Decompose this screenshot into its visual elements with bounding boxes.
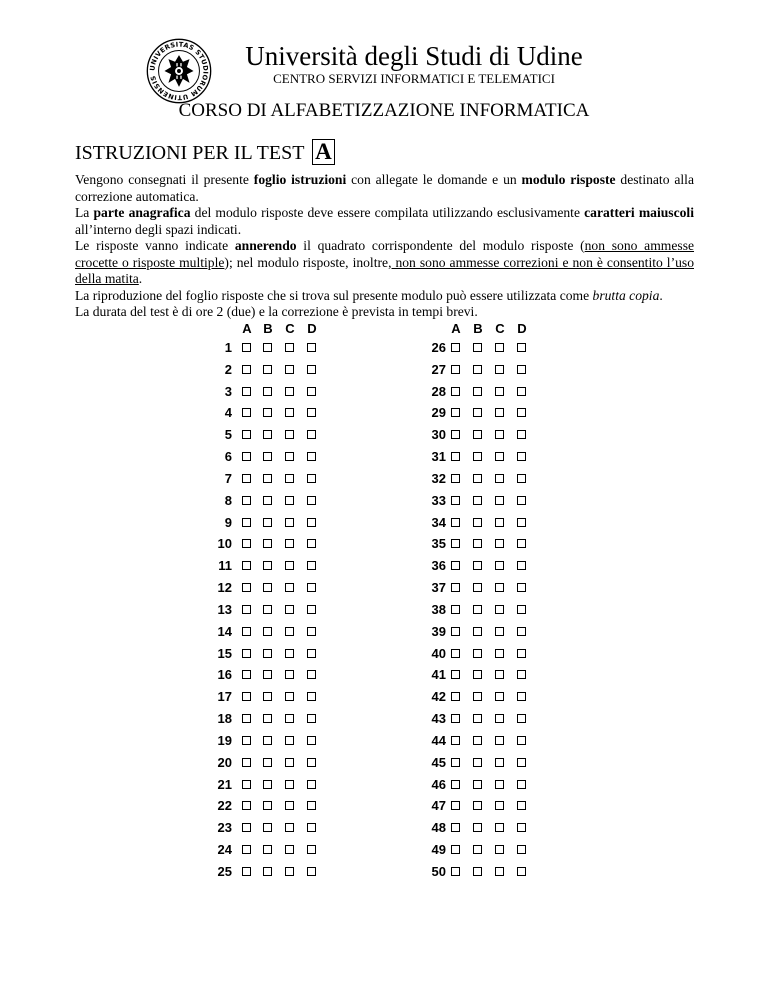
answer-checkbox-45-a[interactable]: [451, 758, 460, 767]
answer-checkbox-16-d[interactable]: [307, 670, 316, 679]
answer-checkbox-20-c[interactable]: [285, 758, 294, 767]
answer-checkbox-8-d[interactable]: [307, 496, 316, 505]
answer-checkbox-11-c[interactable]: [285, 561, 294, 570]
answer-checkbox-13-b[interactable]: [263, 605, 272, 614]
answer-checkbox-33-a[interactable]: [451, 496, 460, 505]
answer-checkbox-23-b[interactable]: [263, 823, 272, 832]
question-number: 13: [217, 601, 232, 617]
question-number: 38: [431, 601, 446, 617]
question-number: 40: [431, 645, 446, 661]
answer-checkbox-48-b[interactable]: [473, 823, 482, 832]
answer-checkbox-2-c[interactable]: [285, 365, 294, 374]
answer-checkbox-28-c[interactable]: [495, 387, 504, 396]
answer-checkbox-1-c[interactable]: [285, 343, 294, 352]
answer-checkbox-28-d[interactable]: [517, 387, 526, 396]
answer-checkbox-1-b[interactable]: [263, 343, 272, 352]
question-number: 32: [431, 470, 446, 486]
question-number: 17: [217, 689, 232, 705]
answer-checkbox-34-d[interactable]: [517, 518, 526, 527]
answer-checkbox-6-b[interactable]: [263, 452, 272, 461]
answer-checkbox-45-c[interactable]: [495, 758, 504, 767]
answer-checkbox-32-c[interactable]: [495, 474, 504, 483]
answer-checkbox-21-a[interactable]: [242, 780, 251, 789]
answer-checkbox-21-b[interactable]: [263, 780, 272, 789]
answer-checkbox-7-a[interactable]: [242, 474, 251, 483]
answer-checkbox-41-b[interactable]: [473, 670, 482, 679]
answer-checkbox-24-d[interactable]: [307, 845, 316, 854]
question-number: 39: [431, 623, 446, 639]
answer-checkbox-13-c[interactable]: [285, 605, 294, 614]
answer-checkbox-14-a[interactable]: [242, 627, 251, 636]
answer-checkbox-15-b[interactable]: [263, 649, 272, 658]
answer-checkbox-29-a[interactable]: [451, 408, 460, 417]
answer-checkbox-12-c[interactable]: [285, 583, 294, 592]
answer-checkbox-27-c[interactable]: [495, 365, 504, 374]
answer-checkbox-4-b[interactable]: [263, 408, 272, 417]
answer-checkbox-47-b[interactable]: [473, 801, 482, 810]
answer-checkbox-22-d[interactable]: [307, 801, 316, 810]
answer-checkbox-18-a[interactable]: [242, 714, 251, 723]
answer-checkbox-15-d[interactable]: [307, 649, 316, 658]
answer-checkbox-42-a[interactable]: [451, 692, 460, 701]
answer-checkbox-27-d[interactable]: [517, 365, 526, 374]
answer-checkbox-22-b[interactable]: [263, 801, 272, 810]
question-number: 27: [431, 361, 446, 377]
answer-checkbox-7-d[interactable]: [307, 474, 316, 483]
answer-checkbox-35-a[interactable]: [451, 539, 460, 548]
answer-checkbox-47-a[interactable]: [451, 801, 460, 810]
answer-checkbox-25-a[interactable]: [242, 867, 251, 876]
question-number: 50: [431, 863, 446, 879]
question-number: 28: [431, 383, 446, 399]
answer-checkbox-25-b[interactable]: [263, 867, 272, 876]
answer-checkbox-18-d[interactable]: [307, 714, 316, 723]
answer-checkbox-32-d[interactable]: [517, 474, 526, 483]
answer-checkbox-47-d[interactable]: [517, 801, 526, 810]
question-number: 3: [224, 383, 232, 399]
answer-checkbox-46-d[interactable]: [517, 780, 526, 789]
answer-checkbox-18-b[interactable]: [263, 714, 272, 723]
answer-checkbox-28-b[interactable]: [473, 387, 482, 396]
answer-checkbox-20-d[interactable]: [307, 758, 316, 767]
answer-checkbox-50-b[interactable]: [473, 867, 482, 876]
answer-checkbox-31-d[interactable]: [517, 452, 526, 461]
answer-checkbox-43-d[interactable]: [517, 714, 526, 723]
answer-checkbox-50-a[interactable]: [451, 867, 460, 876]
answer-checkbox-25-d[interactable]: [307, 867, 316, 876]
answer-checkbox-37-a[interactable]: [451, 583, 460, 592]
column-header-left-a: A: [242, 321, 252, 336]
answer-checkbox-15-a[interactable]: [242, 649, 251, 658]
question-number: 46: [431, 776, 446, 792]
question-number: 37: [431, 580, 446, 596]
answer-checkbox-39-d[interactable]: [517, 627, 526, 636]
answer-checkbox-35-c[interactable]: [495, 539, 504, 548]
answer-checkbox-16-b[interactable]: [263, 670, 272, 679]
answer-checkbox-43-c[interactable]: [495, 714, 504, 723]
question-number: 30: [431, 427, 446, 443]
answer-checkbox-26-d[interactable]: [517, 343, 526, 352]
question-number: 44: [431, 732, 446, 748]
answer-checkbox-2-d[interactable]: [307, 365, 316, 374]
answer-checkbox-34-a[interactable]: [451, 518, 460, 527]
answer-checkbox-33-d[interactable]: [517, 496, 526, 505]
question-number: 35: [431, 536, 446, 552]
question-number: 45: [431, 754, 446, 770]
answer-checkbox-29-d[interactable]: [517, 408, 526, 417]
answer-checkbox-9-c[interactable]: [285, 518, 294, 527]
test-version-letter: A: [312, 139, 335, 165]
answer-checkbox-13-d[interactable]: [307, 605, 316, 614]
question-number: 19: [217, 732, 232, 748]
answer-checkbox-17-a[interactable]: [242, 692, 251, 701]
answer-checkbox-44-c[interactable]: [495, 736, 504, 745]
answer-checkbox-24-a[interactable]: [242, 845, 251, 854]
answer-checkbox-41-c[interactable]: [495, 670, 504, 679]
answer-checkbox-10-b[interactable]: [263, 539, 272, 548]
question-number: 47: [431, 798, 446, 814]
question-number: 43: [431, 711, 446, 727]
question-number: 16: [217, 667, 232, 683]
answer-checkbox-50-d[interactable]: [517, 867, 526, 876]
answer-checkbox-36-a[interactable]: [451, 561, 460, 570]
answer-checkbox-35-b[interactable]: [473, 539, 482, 548]
answer-checkbox-38-b[interactable]: [473, 605, 482, 614]
answer-checkbox-49-c[interactable]: [495, 845, 504, 854]
question-number: 36: [431, 558, 446, 574]
answer-checkbox-38-d[interactable]: [517, 605, 526, 614]
answer-checkbox-2-b[interactable]: [263, 365, 272, 374]
answer-checkbox-16-c[interactable]: [285, 670, 294, 679]
instruction-paragraph-2: La parte anagrafica del modulo risposte deve essere compilata utilizzando esclusivamente caratteri maiuscoli all’interno degli spazi indicati.: [75, 205, 694, 237]
answer-checkbox-6-d[interactable]: [307, 452, 316, 461]
answer-checkbox-18-c[interactable]: [285, 714, 294, 723]
answer-checkbox-16-a[interactable]: [242, 670, 251, 679]
answer-checkbox-48-d[interactable]: [517, 823, 526, 832]
answer-checkbox-44-b[interactable]: [473, 736, 482, 745]
answer-checkbox-5-a[interactable]: [242, 430, 251, 439]
answer-checkbox-37-c[interactable]: [495, 583, 504, 592]
answer-checkbox-26-b[interactable]: [473, 343, 482, 352]
question-number: 34: [431, 514, 446, 530]
answer-checkbox-26-c[interactable]: [495, 343, 504, 352]
question-number: 15: [217, 645, 232, 661]
answer-checkbox-11-a[interactable]: [242, 561, 251, 570]
answer-checkbox-9-a[interactable]: [242, 518, 251, 527]
answer-checkbox-31-a[interactable]: [451, 452, 460, 461]
answer-checkbox-17-c[interactable]: [285, 692, 294, 701]
answer-checkbox-35-d[interactable]: [517, 539, 526, 548]
answer-checkbox-1-a[interactable]: [242, 343, 251, 352]
answer-checkbox-7-b[interactable]: [263, 474, 272, 483]
answer-checkbox-31-c[interactable]: [495, 452, 504, 461]
answer-checkbox-11-d[interactable]: [307, 561, 316, 570]
answer-checkbox-19-c[interactable]: [285, 736, 294, 745]
column-header-left-c: C: [285, 321, 295, 336]
answer-checkbox-37-b[interactable]: [473, 583, 482, 592]
answer-checkbox-30-b[interactable]: [473, 430, 482, 439]
answer-checkbox-29-b[interactable]: [473, 408, 482, 417]
answer-checkbox-30-c[interactable]: [495, 430, 504, 439]
answer-checkbox-40-c[interactable]: [495, 649, 504, 658]
department-name: CENTRO SERVIZI INFORMATICI E TELEMATICI: [273, 71, 555, 86]
answer-checkbox-44-d[interactable]: [517, 736, 526, 745]
question-number: 41: [431, 667, 446, 683]
answer-checkbox-38-a[interactable]: [451, 605, 460, 614]
answer-checkbox-30-a[interactable]: [451, 430, 460, 439]
question-number: 18: [217, 711, 232, 727]
answer-checkbox-38-c[interactable]: [495, 605, 504, 614]
answer-checkbox-40-b[interactable]: [473, 649, 482, 658]
answer-checkbox-20-a[interactable]: [242, 758, 251, 767]
question-number: 42: [431, 689, 446, 705]
answer-checkbox-42-c[interactable]: [495, 692, 504, 701]
answer-checkbox-20-b[interactable]: [263, 758, 272, 767]
answer-checkbox-3-b[interactable]: [263, 387, 272, 396]
answer-checkbox-12-b[interactable]: [263, 583, 272, 592]
answer-checkbox-14-b[interactable]: [263, 627, 272, 636]
answer-checkbox-24-c[interactable]: [285, 845, 294, 854]
column-header-right-a: A: [451, 321, 461, 336]
question-number: 31: [431, 449, 446, 465]
answer-checkbox-5-c[interactable]: [285, 430, 294, 439]
answer-checkbox-42-d[interactable]: [517, 692, 526, 701]
answer-checkbox-36-b[interactable]: [473, 561, 482, 570]
answer-checkbox-36-c[interactable]: [495, 561, 504, 570]
answer-checkbox-26-a[interactable]: [451, 343, 460, 352]
answer-checkbox-3-a[interactable]: [242, 387, 251, 396]
question-number: 24: [217, 842, 232, 858]
answer-checkbox-33-b[interactable]: [473, 496, 482, 505]
answer-checkbox-7-c[interactable]: [285, 474, 294, 483]
answer-checkbox-19-b[interactable]: [263, 736, 272, 745]
answer-checkbox-49-b[interactable]: [473, 845, 482, 854]
answer-checkbox-10-d[interactable]: [307, 539, 316, 548]
answer-checkbox-4-c[interactable]: [285, 408, 294, 417]
column-header-right-d: D: [517, 321, 527, 336]
answer-checkbox-6-c[interactable]: [285, 452, 294, 461]
answer-checkbox-17-d[interactable]: [307, 692, 316, 701]
answer-checkbox-34-b[interactable]: [473, 518, 482, 527]
answer-checkbox-4-a[interactable]: [242, 408, 251, 417]
answer-checkbox-22-c[interactable]: [285, 801, 294, 810]
question-number: 6: [224, 449, 232, 465]
question-number: 7: [224, 470, 232, 486]
answer-checkbox-42-b[interactable]: [473, 692, 482, 701]
answer-checkbox-34-c[interactable]: [495, 518, 504, 527]
answer-checkbox-10-c[interactable]: [285, 539, 294, 548]
question-number: 26: [431, 340, 446, 355]
question-number: 4: [224, 405, 232, 421]
answer-checkbox-5-b[interactable]: [263, 430, 272, 439]
answer-checkbox-45-d[interactable]: [517, 758, 526, 767]
column-header-right-b: B: [473, 321, 483, 336]
column-header-left-d: D: [307, 321, 317, 336]
answer-checkbox-41-a[interactable]: [451, 670, 460, 679]
answer-checkbox-39-b[interactable]: [473, 627, 482, 636]
answer-checkbox-28-a[interactable]: [451, 387, 460, 396]
answer-checkbox-22-a[interactable]: [242, 801, 251, 810]
question-number: 20: [217, 754, 232, 770]
instruction-paragraph-4: La riproduzione del foglio risposte che si trova sul presente modulo può essere utilizzata come brutta copia.: [75, 287, 663, 303]
question-number: 14: [217, 623, 232, 639]
question-number: 25: [217, 863, 232, 879]
answer-checkbox-14-d[interactable]: [307, 627, 316, 636]
seal-text: UNIVERSITAS STUDIORUM UTINENSIS: [148, 40, 210, 102]
answer-checkbox-8-a[interactable]: [242, 496, 251, 505]
answer-checkbox-23-c[interactable]: [285, 823, 294, 832]
question-number: 12: [217, 580, 232, 596]
answer-checkbox-12-d[interactable]: [307, 583, 316, 592]
answer-checkbox-9-d[interactable]: [307, 518, 316, 527]
question-number: 23: [217, 820, 232, 836]
answer-checkbox-24-b[interactable]: [263, 845, 272, 854]
answer-checkbox-41-d[interactable]: [517, 670, 526, 679]
answer-checkbox-50-c[interactable]: [495, 867, 504, 876]
answer-checkbox-8-c[interactable]: [285, 496, 294, 505]
answer-checkbox-49-d[interactable]: [517, 845, 526, 854]
answer-checkbox-17-b[interactable]: [263, 692, 272, 701]
answer-checkbox-48-c[interactable]: [495, 823, 504, 832]
instruction-paragraph-5: La durata del test è di ore 2 (due) e la correzione è prevista in tempi brevi.: [75, 304, 478, 319]
answer-checkbox-27-b[interactable]: [473, 365, 482, 374]
answer-checkbox-32-a[interactable]: [451, 474, 460, 483]
question-number: 9: [224, 514, 232, 530]
answer-checkbox-27-a[interactable]: [451, 365, 460, 374]
answer-checkbox-40-d[interactable]: [517, 649, 526, 658]
answer-checkbox-33-c[interactable]: [495, 496, 504, 505]
column-header-right-c: C: [495, 321, 505, 336]
answer-checkbox-29-c[interactable]: [495, 408, 504, 417]
answer-checkbox-19-d[interactable]: [307, 736, 316, 745]
answer-checkbox-15-c[interactable]: [285, 649, 294, 658]
answer-checkbox-48-a[interactable]: [451, 823, 460, 832]
answer-checkbox-40-a[interactable]: [451, 649, 460, 658]
question-number: 10: [217, 536, 232, 552]
question-number: 22: [217, 798, 232, 814]
question-number: 48: [431, 820, 446, 836]
question-number: 33: [431, 492, 446, 508]
answer-checkbox-2-a[interactable]: [242, 365, 251, 374]
answer-checkbox-39-c[interactable]: [495, 627, 504, 636]
answer-checkbox-43-a[interactable]: [451, 714, 460, 723]
answer-checkbox-32-b[interactable]: [473, 474, 482, 483]
answer-checkbox-14-c[interactable]: [285, 627, 294, 636]
answer-checkbox-19-a[interactable]: [242, 736, 251, 745]
answer-checkbox-37-d[interactable]: [517, 583, 526, 592]
question-number: 8: [224, 492, 232, 508]
answer-checkbox-25-c[interactable]: [285, 867, 294, 876]
question-number: 5: [224, 427, 232, 443]
answer-checkbox-23-d[interactable]: [307, 823, 316, 832]
answer-checkbox-46-a[interactable]: [451, 780, 460, 789]
answer-checkbox-5-d[interactable]: [307, 430, 316, 439]
answer-checkbox-47-c[interactable]: [495, 801, 504, 810]
answer-checkbox-3-d[interactable]: [307, 387, 316, 396]
answer-checkbox-12-a[interactable]: [242, 583, 251, 592]
answer-checkbox-49-a[interactable]: [451, 845, 460, 854]
answer-checkbox-45-b[interactable]: [473, 758, 482, 767]
answer-checkbox-46-c[interactable]: [495, 780, 504, 789]
question-number: 49: [431, 842, 446, 858]
answer-checkbox-43-b[interactable]: [473, 714, 482, 723]
answer-checkbox-44-a[interactable]: [451, 736, 460, 745]
question-number: 1: [224, 340, 232, 355]
question-number: 11: [218, 558, 232, 574]
answer-checkbox-10-a[interactable]: [242, 539, 251, 548]
answer-checkbox-11-b[interactable]: [263, 561, 272, 570]
answer-checkbox-6-a[interactable]: [242, 452, 251, 461]
question-number: 21: [217, 776, 232, 792]
question-number: 2: [224, 361, 232, 377]
answer-checkbox-46-b[interactable]: [473, 780, 482, 789]
instruction-paragraph-1: Vengono consegnati il presente foglio istruzioni con allegate le domande e un modulo risposte destinato alla correzione automatica.: [75, 172, 694, 204]
test-title: ISTRUZIONI PER IL TEST: [75, 142, 305, 164]
answer-checkbox-23-a[interactable]: [242, 823, 251, 832]
answer-checkbox-31-b[interactable]: [473, 452, 482, 461]
answer-checkbox-4-d[interactable]: [307, 408, 316, 417]
university-name: Università degli Studi di Udine: [245, 41, 583, 71]
answer-checkbox-21-c[interactable]: [285, 780, 294, 789]
answer-checkbox-13-a[interactable]: [242, 605, 251, 614]
answer-checkbox-8-b[interactable]: [263, 496, 272, 505]
answer-checkbox-36-d[interactable]: [517, 561, 526, 570]
instruction-paragraph-3: Le risposte vanno indicate annerendo il quadrato corrispondente del modulo risposte (non sono ammesse crocette o risposte multiple); nel modulo risposte, inoltre, non sono ammesse correzioni e non è consentito l’uso della matita.: [75, 238, 695, 286]
answer-checkbox-21-d[interactable]: [307, 780, 316, 789]
answer-checkbox-9-b[interactable]: [263, 518, 272, 527]
course-title: CORSO DI ALFABETIZZAZIONE INFORMATICA: [178, 100, 590, 121]
answer-checkbox-1-d[interactable]: [307, 343, 316, 352]
answer-checkbox-30-d[interactable]: [517, 430, 526, 439]
answer-checkbox-39-a[interactable]: [451, 627, 460, 636]
answer-checkbox-3-c[interactable]: [285, 387, 294, 396]
question-number: 29: [431, 405, 446, 421]
column-header-left-b: B: [263, 321, 273, 336]
